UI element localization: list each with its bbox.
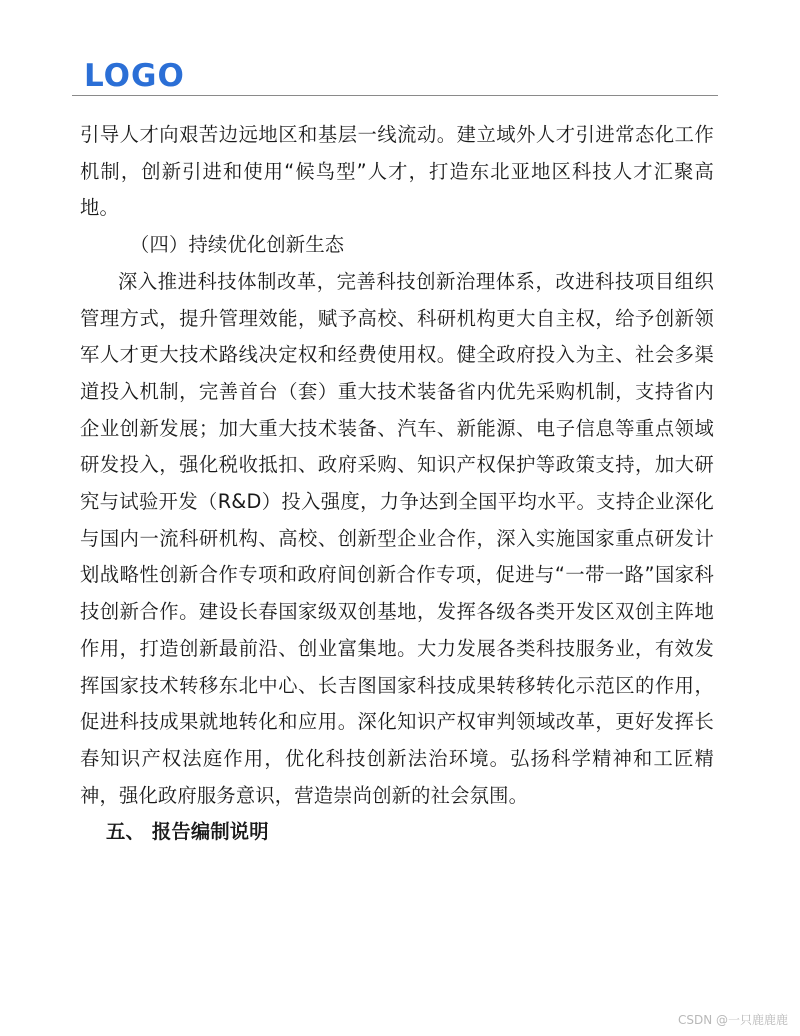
- document-body: [80, 117, 714, 851]
- chapter-heading: 五、 报告编制说明: [106, 820, 269, 844]
- header-divider: [72, 95, 718, 96]
- section-heading: （四）持续优化创新生态: [130, 233, 345, 257]
- logo: LOGO: [84, 58, 185, 94]
- watermark: CSDN @一只鹿鹿鹿: [677, 1013, 788, 1027]
- paragraph-continued: 引导人才向艰苦边远地区和基层一线流动。建立域外人才引进常态化工作机制，创新引进和使用“候鸟型”人才，打造东北亚地区科技人才汇聚高地。: [80, 123, 714, 220]
- paragraph-main: 深入推进科技体制改革，完善科技创新治理体系，改进科技项目组织管理方式，提升管理效能，赋予高校、科研机构更大自主权，给予创新领军人才更大技术路线决定权和经费使用权。健全政府投入为主、社会多渠道投入机制，完善首台（套）重大技术装备省内优先采购机制，支持省内企业创新发展；加大重大技术装备、汽车、新能源、电子信息等重点领域研发投入，强化税收抵扣、政府采购、知识产权保护等政策支持，加大研究与试验开发（R&D）投入强度，力争达到全国平均水平。支持企业深化与国内一流科研机构、高校、创新型企业合作，深入实施国家重点研发计划战略性创新合作专项和政府间创新合作专项，促进与“一带一路”国家科技创新合作。建设长春国家级双创基地，发挥各级各类开发区双创主阵地作用，打造创新最前沿、创业富集地。大力发展各类科技服务业，有效发挥国家技术转移东北中心、长吉图国家科技成果转移转化示范区的作用，促进科技成果就地转化和应用。深化知识产权审判领域改革，更好发挥长春知识产权法庭作用，优化科技创新法治环境。弘扬科学精神和工匠精神，强化政府服务意识，营造崇尚创新的社会氛围。: [80, 269, 714, 807]
